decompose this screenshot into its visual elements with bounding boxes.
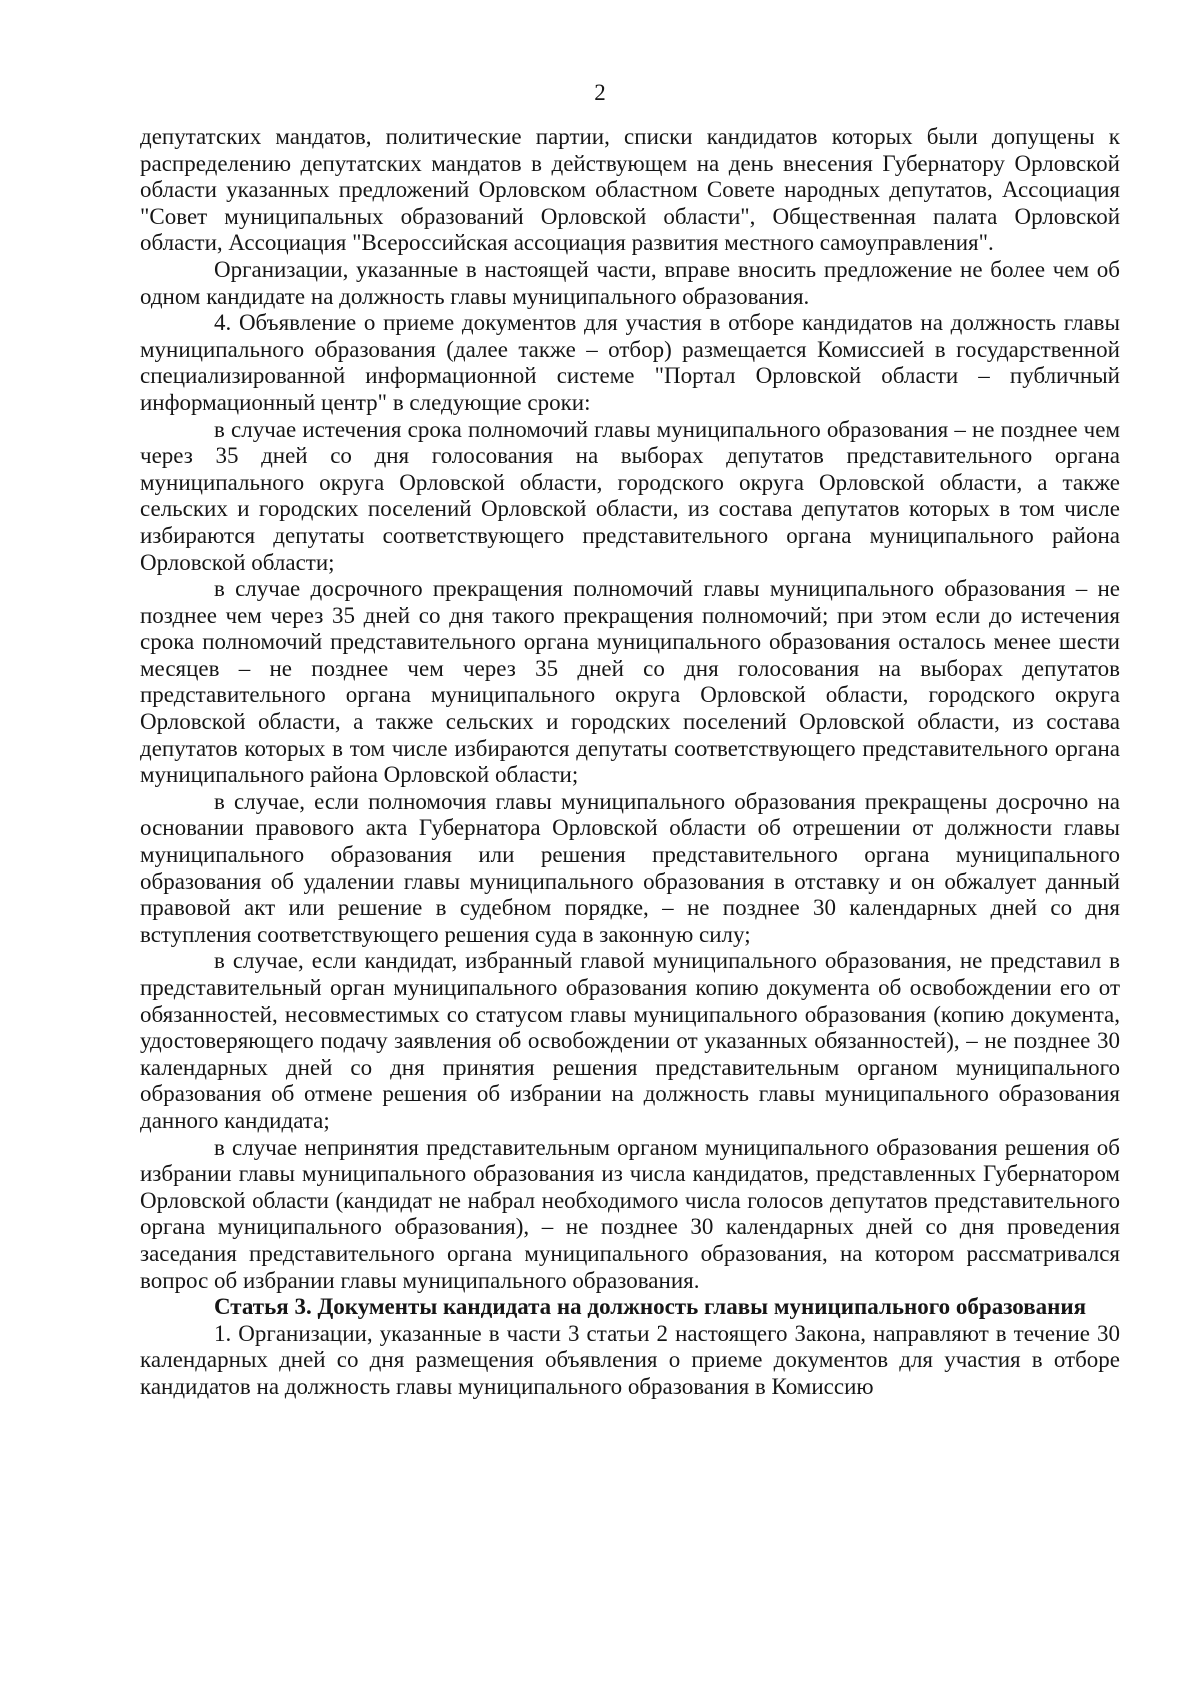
- paragraph-part-4: 4. Объявление о приеме документов для участия в отборе кандидатов на должность главы муниципального образования (далее также – отбор) размещается Комиссией в государственной специализированной информационной системе "Портал Орловской области – публичный информационный центр" в следующие сроки:: [140, 310, 1120, 415]
- paragraph-early-termination: в случае досрочного прекращения полномочий главы муниципального образования – не позднее чем через 35 дней со дня такого прекращения полномочий; при этом если до истечения срока полномочий представительного органа муниципального образования осталось менее шести месяцев – не позднее чем через 35 дней со дня голосования на выборах депутатов представительного органа муниципального округа Орловской области, городского округа Орловской области, а также сельских и городских поселений Орловской области, из состава депутатов которых в том числе избираются депутаты соответствующего представительного органа муниципального района Орловской области;: [140, 576, 1120, 788]
- paragraph-candidate-no-release: в случае, если кандидат, избранный главой муниципального образования, не представил в представительный орган муниципального образования копию документа об освобождении его от обязанностей, несовместимых со статусом главы муниципального образования (копию документа, удостоверяющего подачу заявления об освобождении от указанных обязанностей), – не позднее 30 календарных дней со дня принятия решения представительным органом муниципального образования об отмене решения об избрании на должность главы муниципального образования данного кандидата;: [140, 948, 1120, 1133]
- paragraph-continuation: депутатских мандатов, политические партии, списки кандидатов которых были допущены к распределению депутатских мандатов в действующем на день внесения Губернатору Орловской области указанных предложений Орловском областном Совете народных депутатов, Ассоциация "Совет муниципальных образований Орловской области", Общественная палата Орловской области, Ассоциация "Всероссийская ассоциация развития местного самоуправления".: [140, 124, 1120, 256]
- article-3-heading: Статья 3. Документы кандидата на должность главы муниципального образования: [214, 1294, 1087, 1320]
- paragraph-no-decision: в случае непринятия представительным органом муниципального образования решения об избрании главы муниципального образования из числа кандидатов, представленных Губернатором Орловской области (кандидат не набрал необходимого числа голосов депутатов представительного органа муниципального образования), – не позднее 30 календарных дней со дня проведения заседания представительного органа муниципального образования, на котором рассматривался вопрос об избрании главы муниципального образования.: [140, 1134, 1120, 1293]
- paragraph-organizations-limit: Организации, указанные в настоящей части, вправе вносить предложение не более чем об одном кандидате на должность главы муниципального образования.: [140, 256, 1120, 309]
- paragraph-term-expiry: в случае истечения срока полномочий главы муниципального образования – не позднее чем через 35 дней со дня голосования на выборах депутатов представительного органа муниципального округа Орловской области, городского округа Орловской области, а также сельских и городских поселений Орловской области, из состава депутатов которых в том числе избираются депутаты соответствующего представительного органа муниципального района Орловской области;: [140, 416, 1120, 575]
- document-body: [140, 124, 1120, 1401]
- article-3-paragraph-1: 1. Организации, указанные в части 3 статьи 2 настоящего Закона, направляют в течение 30 календарных дней со дня размещения объявления о приеме документов для участия в отборе кандидатов на должность главы муниципального образования в Комиссию: [140, 1320, 1120, 1399]
- page-number: 2: [594, 80, 606, 105]
- paragraph-removal-appeal: в случае, если полномочия главы муниципального образования прекращены досрочно на основании правового акта Губернатора Орловской области об отрешении от должности главы муниципального образования или решения представительного органа муниципального образования об удалении главы муниципального образования в отставку и он обжалует данный правовой акт или решение в судебном порядке, – не позднее 30 календарных дней со дня вступления соответствующего решения суда в законную силу;: [140, 788, 1120, 947]
